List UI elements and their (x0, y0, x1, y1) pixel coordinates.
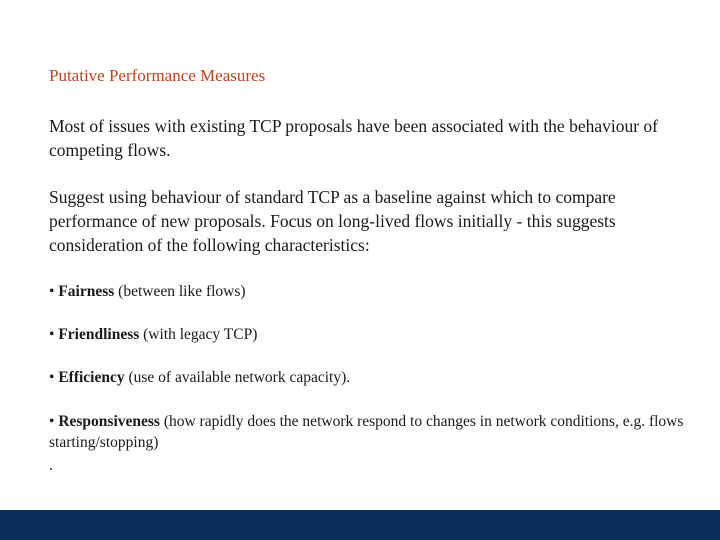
bullet-description: (with legacy TCP) (139, 326, 258, 343)
bullet-friendliness (49, 324, 689, 345)
bullet-marker: • (49, 413, 59, 430)
bullet-term: Friendliness (58, 326, 140, 343)
paragraph-suggestion: Suggest using behaviour of standard TCP as a baseline against which to compare performance of new proposals. Focus on long-lived flows initially - this suggests consideration of the following characteristics: (49, 187, 616, 255)
bullet-marker: • (49, 283, 59, 300)
footer-bar (0, 510, 720, 540)
bullet-description: (use of available network capacity). (124, 369, 351, 386)
paragraph-intro: Most of issues with existing TCP proposals have been associated with the behaviour of competing flows. (49, 116, 659, 160)
bullet-efficiency (49, 367, 689, 388)
bullet-fairness (49, 281, 689, 302)
bullet-marker: • (49, 326, 59, 343)
bullet-term: Responsiveness (58, 413, 160, 430)
bullet-term: Fairness (58, 283, 115, 300)
slide-title: Putative Performance Measures (49, 66, 266, 85)
bullet-term: Efficiency (58, 369, 125, 386)
bullet-responsiveness (49, 411, 689, 453)
bullet-marker: • (49, 369, 59, 386)
bullet-description: (between like flows) (114, 283, 246, 300)
bullet-description: (how rapidly does the network respond to changes in network conditions, e.g. flows starting/stopping) (49, 413, 684, 451)
trailing-period: . (49, 457, 53, 474)
